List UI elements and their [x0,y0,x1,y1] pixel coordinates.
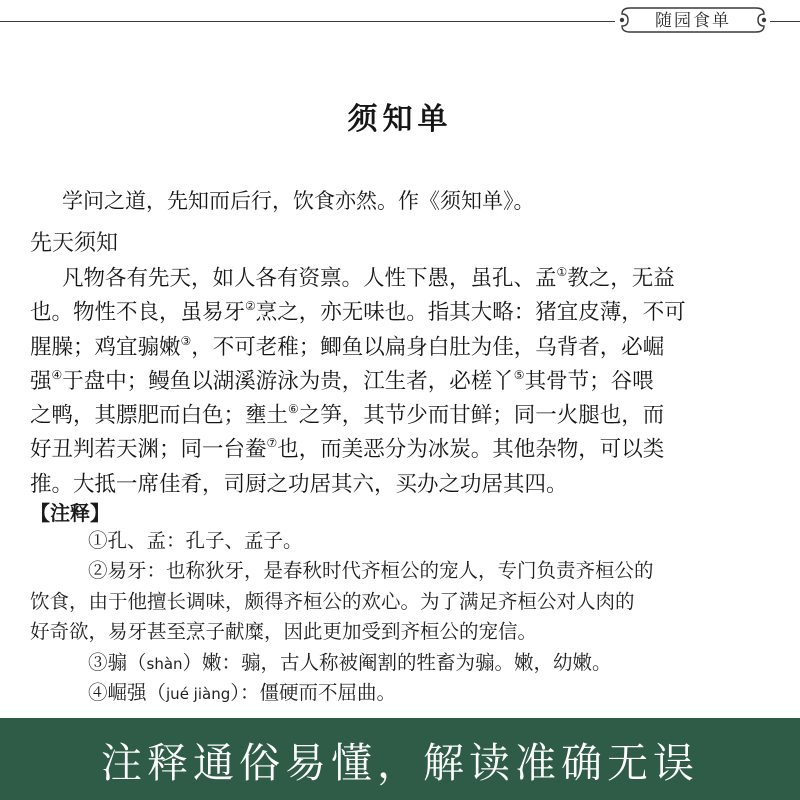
note-reference-marker: ⑥ [288,402,299,417]
text-run: 教之，无益 [567,266,675,291]
text-run: 饮食，由于他擅长调味，颇得齐桓公的欢心。为了满足齐桓公对人肉的 [30,589,635,613]
text-run: 强 [30,368,52,394]
body-line [30,365,770,399]
note-line [30,587,770,617]
body-line [30,399,770,433]
text-run: 腥臊；鸡宜骟嫩 [30,334,181,360]
chapter-title: 须知单 [347,102,453,137]
body-line [30,331,770,365]
promo-banner [0,718,800,800]
section-body [30,262,770,502]
notes-list [30,526,770,708]
header-rule-right [770,21,800,22]
notes-heading: 【注释】 [30,501,110,525]
note-reference-marker: ⑤ [513,367,525,382]
body-line [30,262,770,296]
pinyin-text: jué jiàng [166,684,231,703]
text-run: 好丑判若天渊；同一台鲞 [30,437,267,463]
text-run: ④崛强（ [88,680,167,704]
running-header-title: 随园食单 [655,11,731,31]
running-header [618,4,768,36]
body-line [30,433,770,467]
note-reference-marker: ③ [180,333,192,348]
text-run: 好奇欲，易牙甚至烹子献糜，因此更加受到齐桓公的宠信。 [30,620,538,644]
text-run: ，不可老稚；鲫鱼以扁身白肚为佳，乌背者，必崛 [191,334,665,360]
text-run: 也。物性不良，虽易牙 [30,300,246,326]
text-run: 其骨节；谷喂 [524,368,654,394]
text-run: 烹之，亦无味也。指其大略：猪宜皮薄，不可 [255,300,686,326]
promo-banner-text: 注释通俗易懂，解读准确无误 [101,738,699,787]
text-run: 凡物各有先天，如人各有资禀。人性下愚，虽孔、孟 [62,266,557,291]
text-run: 推。大抵一席佳肴，司厨之功居其六，买办之功居其四。 [30,471,568,497]
pinyin-text: shàn [146,654,183,673]
note-line [30,648,770,678]
section-heading: 先天须知 [30,231,119,256]
text-run: 于盘中；鳗鱼以湖溪游泳为贵，江生者，必槎丫 [62,368,514,394]
note-reference-marker: ① [556,265,568,279]
note-line [30,556,770,586]
note-line [30,678,770,708]
note-line [30,526,770,556]
note-line [30,617,770,647]
text-run: ）：僵硬而不屈曲。 [230,680,397,704]
text-run: ①孔、孟：孔子、孟子。 [88,529,303,552]
body-line [30,468,770,502]
note-reference-marker: ② [245,299,256,314]
note-reference-marker: ④ [51,367,63,382]
text-run: ）嫩：骟，古人称被阉割的牲畜为骟。嫩，幼嫩。 [182,650,612,674]
header-rule-left [0,21,615,22]
body-line [30,296,770,330]
intro-paragraph: 学问之道，先知而后行，饮食亦然。作《须知单》。 [62,189,535,213]
text-run: 也，而美恶分为冰炭。其他杂物，可以类 [277,437,665,463]
text-run: ③骟（ [88,650,147,674]
text-run: 之鸭，其膘肥而白色；壅土 [30,403,289,429]
text-run: ②易牙：也称狄牙，是春秋时代齐桓公的宠人，专门负责齐桓公的 [88,559,654,583]
note-reference-marker: ⑦ [266,436,278,451]
text-run: 之笋，其节少而甘鲜；同一火腿也，而 [298,403,665,429]
